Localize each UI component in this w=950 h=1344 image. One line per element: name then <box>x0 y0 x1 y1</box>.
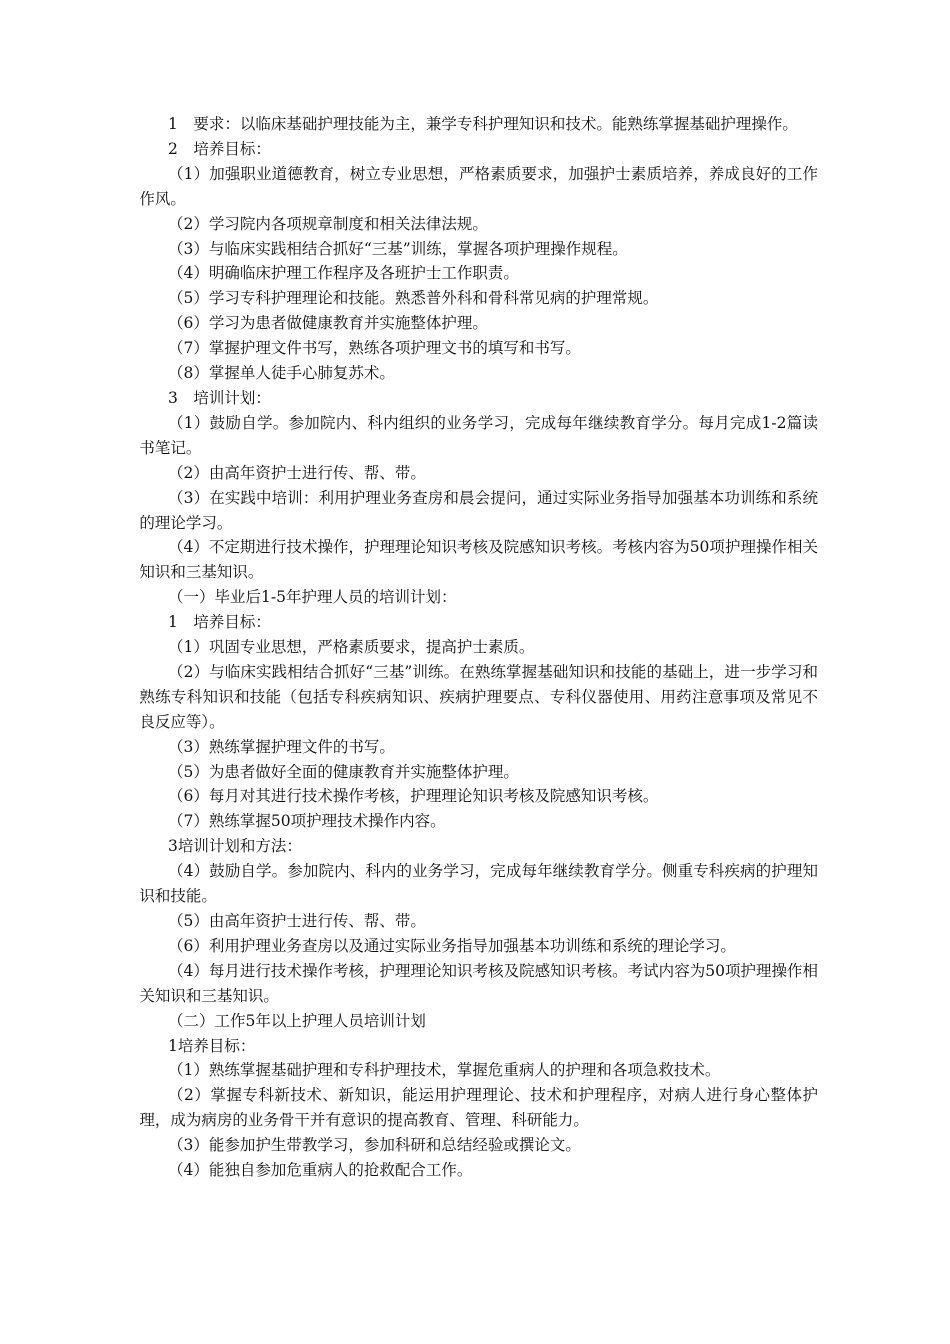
list-item: （3）熟练掌握护理文件的书写。 <box>168 737 395 756</box>
list-item: （7）掌握护理文件书写，熟练各项护理文书的填写和书写。 <box>168 339 581 358</box>
document-body <box>139 112 818 1183</box>
list-item: （7）熟练掌握50项护理技术操作内容。 <box>168 812 446 831</box>
heading-training-plan: 3 培训计划： <box>168 388 271 407</box>
list-item: （1）加强职业道德教育，树立专业思想，严格素质要求，加强护士素质培养，养成良好的工作作风。 <box>139 164 818 208</box>
heading-training-goals: 1培养目标： <box>168 1036 256 1055</box>
list-item: （6）学习为患者做健康教育并实施整体护理。 <box>168 314 488 333</box>
list-item: （5）学习专科护理理论和技能。熟悉普外科和骨科常见病的护理常规。 <box>168 289 659 308</box>
list-item: （2）与临床实践相结合抓好“三基”训练。在熟练掌握基础知识和技能的基础上，进一步学习和熟练专科知识和技能（包括专科疾病知识、疾病护理要点、专科仪器使用、用药注意事项及常见不良反应等）。 <box>139 662 818 731</box>
list-item: （4）每月进行技术操作考核，护理理论知识考核及院感知识考核。考试内容为50项护理操作相关知识和三基知识。 <box>139 961 818 1005</box>
list-item: （4）鼓励自学。参加院内、科内的业务学习，完成每年继续教育学分。侧重专科疾病的护理知识和技能。 <box>139 862 818 906</box>
list-item: （1）鼓励自学。参加院内、科内组织的业务学习，完成每年继续教育学分。每月完成1-2篇读书笔记。 <box>139 413 818 457</box>
list-item: （5）由高年资护士进行传、帮、带。 <box>168 912 426 930</box>
heading-training-goals: 1 培养目标： <box>168 613 271 632</box>
list-item: （5）为患者做好全面的健康教育并实施整体护理。 <box>168 762 519 781</box>
list-item: （2）学习院内各项规章制度和相关法律法规。 <box>168 214 488 233</box>
section-heading-1-5-years: （一）毕业后1-5年护理人员的培训计划： <box>168 588 457 607</box>
heading-training-goals: 2 培养目标： <box>168 139 271 158</box>
list-item: （1）熟练掌握基础护理和专科护理技术，掌握危重病人的护理和各项急救技术。 <box>168 1061 721 1080</box>
list-item: （3）在实践中培训：利用护理业务查房和晨会提问，通过实际业务指导加强基本功训练和系统的理论学习。 <box>139 488 818 532</box>
paragraph-requirement: 1 要求：以临床基础护理技能为主，兼学专科护理知识和技术。能熟练掌握基础护理操作。 <box>168 115 798 133</box>
section-heading-5-years-plus: （二）工作5年以上护理人员培训计划 <box>168 1011 426 1030</box>
list-item: （4）不定期进行技术操作，护理理论知识考核及院感知识考核。考核内容为50项护理操作相关知识和三基知识。 <box>139 538 818 582</box>
list-item: （4）明确临床护理工作程序及各班护士工作职责。 <box>168 264 519 283</box>
list-item: （3）与临床实践相结合抓好“三基”训练，掌握各项护理操作规程。 <box>168 239 628 258</box>
list-item: （2）由高年资护士进行传、帮、带。 <box>168 463 426 482</box>
list-item: （3）能参加护生带教学习，参加科研和总结经验或撰论文。 <box>168 1136 581 1155</box>
list-item: （8）掌握单人徒手心肺复苏术。 <box>168 364 395 383</box>
list-item: （4）能独自参加危重病人的抢救配合工作。 <box>168 1161 473 1180</box>
list-item: （6）利用护理业务查房以及通过实际业务指导加强基本功训练和系统的理论学习。 <box>168 936 736 955</box>
list-item: （6）每月对其进行技术操作考核，护理理论知识考核及院感知识考核。 <box>168 787 659 806</box>
list-item: （1）巩固专业思想，严格素质要求，提高护士素质。 <box>168 638 535 657</box>
heading-training-plan-methods: 3培训计划和方法： <box>168 837 302 856</box>
list-item: （2）掌握专科新技术、新知识，能运用护理理论、技术和护理程序，对病人进行身心整体护理，成为病房的业务骨干并有意识的提高教育、管理、科研能力。 <box>139 1086 818 1130</box>
